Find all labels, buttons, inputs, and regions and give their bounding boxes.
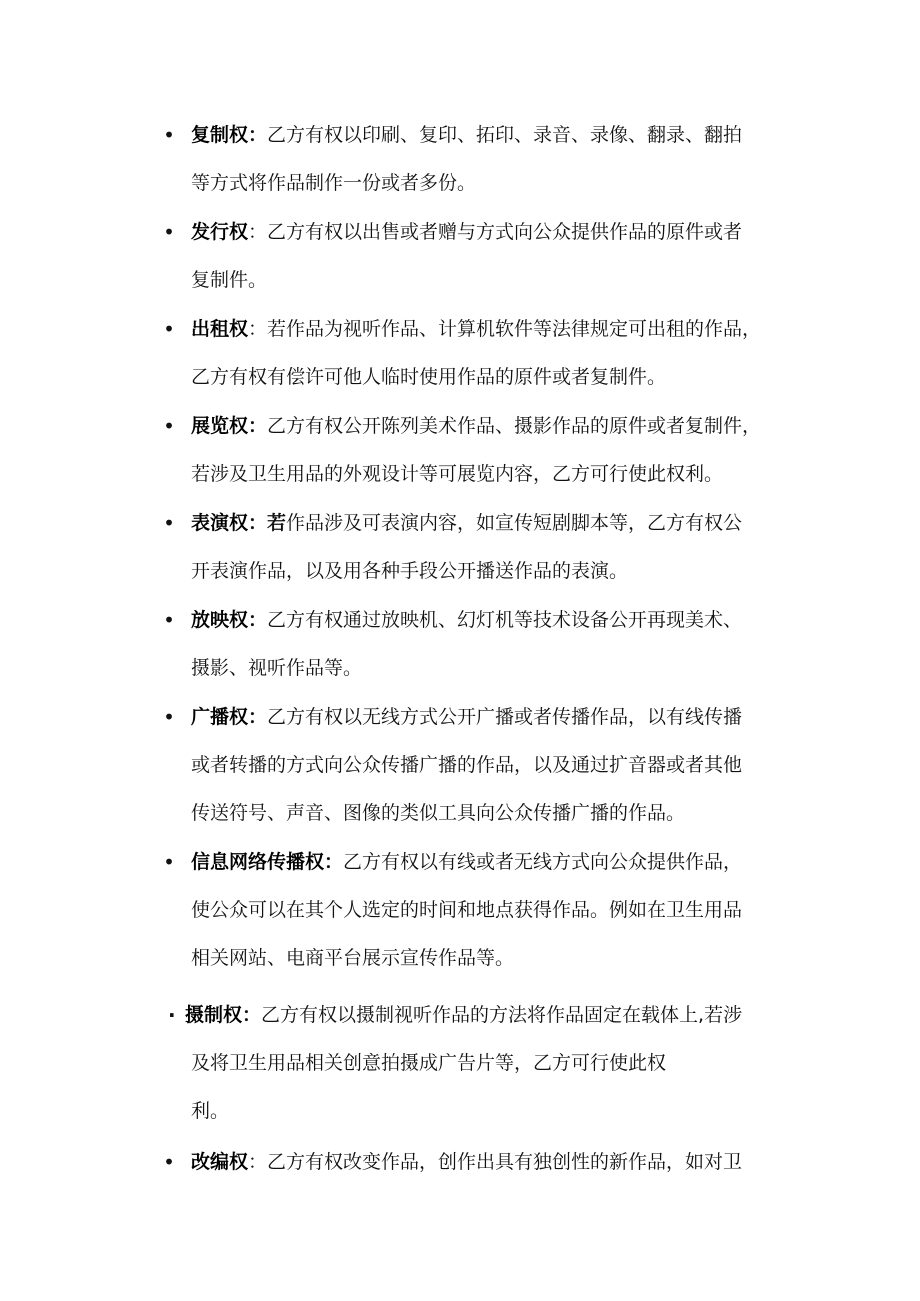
term-separator: ： <box>248 1151 268 1173</box>
list-item-line: 及将卫生用品相关创意拍摄成广告片等，乙方可行使此权 <box>191 1052 667 1074</box>
list-item-line: 开表演作品，以及用各种手段公开播送作品的表演。 <box>191 560 629 582</box>
list-item-text: 作品涉及可表演内容，如宣传短剧脚本等，乙方有权公 <box>286 512 743 534</box>
list-item-line <box>191 596 811 644</box>
list-item-line <box>191 499 811 547</box>
list-item-line: 相关网站、电商平台展示宣传作品等。 <box>191 947 515 969</box>
bullet-icon: • <box>163 511 175 535</box>
list-item-line <box>191 111 811 159</box>
list-item-text: 乙方有权以摄制视听作品的方法将作品固定在载体上,若涉 <box>261 1004 743 1026</box>
list-item-line <box>191 1138 811 1186</box>
bullet-icon: • <box>163 220 175 244</box>
bullet-dot-icon: · <box>168 1003 176 1027</box>
list-item-line <box>191 305 811 353</box>
term-label: 放映权 <box>191 609 249 631</box>
term-label: 广播权 <box>191 706 249 728</box>
list-item-text: 乙方有权通过放映机、幻灯机等技术设备公开再现美术、 <box>267 609 743 631</box>
bullet-icon: • <box>163 317 175 341</box>
list-item-text: 乙方有权以无线方式公开广播或者传播作品，以有线传播 <box>267 706 743 728</box>
term-separator: ： <box>248 221 268 243</box>
list-item-line <box>191 208 811 256</box>
term-label: 改编权 <box>191 1151 249 1173</box>
list-item-text: 乙方有权改变作品，创作出具有独创性的新作品，如对卫 <box>267 1151 743 1173</box>
term-separator: ： <box>248 124 268 146</box>
list-item-line: 使公众可以在其个人选定的时间和地点获得作品。例如在卫生用品 <box>191 899 743 921</box>
bullet-icon: • <box>163 414 175 438</box>
bullet-icon: • <box>163 705 175 729</box>
term-separator: ： <box>248 609 268 631</box>
list-item-line <box>185 991 805 1039</box>
bullet-icon: • <box>163 1150 175 1174</box>
list-item-line: 或者转播的方式向公众传播广播的作品，以及通过扩音器或者其他 <box>191 754 743 776</box>
list-item-line: 利。 <box>191 1100 230 1122</box>
list-item-text: 若作品为视听作品、计算机软件等法律规定可出租的作品， <box>267 318 762 340</box>
term-label: 表演权 <box>191 512 249 534</box>
list-item-text: 乙方有权公开陈列美术作品、摄影作品的原件或者复制件， <box>267 415 762 437</box>
term-label: 复制权 <box>191 124 249 146</box>
list-item-line: 传送符号、声音、图像的类似工具向公众传播广播的作品。 <box>191 802 686 824</box>
list-item-line: 摄影、视听作品等。 <box>191 657 363 679</box>
list-item-line: 若涉及卫生用品的外观设计等可展览内容，乙方可行使此权利。 <box>191 463 724 485</box>
bullet-icon: • <box>163 123 175 147</box>
list-item-line: 等方式将作品制作一份或者多份。 <box>191 172 477 194</box>
term-label: 发行权 <box>191 221 249 243</box>
list-item-text: 乙方有权以有线或者无线方式向公众提供作品， <box>343 851 743 873</box>
bullet-icon: • <box>163 608 175 632</box>
term-separator: ： <box>248 415 268 437</box>
list-item-line <box>191 402 811 450</box>
list-item-line: 乙方有权有偿许可他人临时使用作品的原件或者复制件。 <box>191 366 667 388</box>
term-label: 摄制权 <box>185 1004 243 1026</box>
list-item-line <box>191 693 811 741</box>
term-separator: ： <box>242 1004 262 1026</box>
term-label: 展览权 <box>191 415 249 437</box>
term-label: 信息网络传播权 <box>191 851 325 873</box>
term-separator: ： <box>248 318 268 340</box>
list-item-text: 乙方有权以出售或者赠与方式向公众提供作品的原件或者 <box>267 221 743 243</box>
term-separator: ：若 <box>248 512 287 534</box>
term-separator: ： <box>248 706 268 728</box>
list-item-text: 乙方有权以印刷、复印、拓印、录音、录像、翻录、翻拍 <box>267 124 743 146</box>
bullet-icon: • <box>163 850 175 874</box>
term-separator: ： <box>324 851 344 873</box>
list-item-line <box>191 838 811 886</box>
term-label: 出租权 <box>191 318 249 340</box>
list-item-line: 复制件。 <box>191 269 268 291</box>
